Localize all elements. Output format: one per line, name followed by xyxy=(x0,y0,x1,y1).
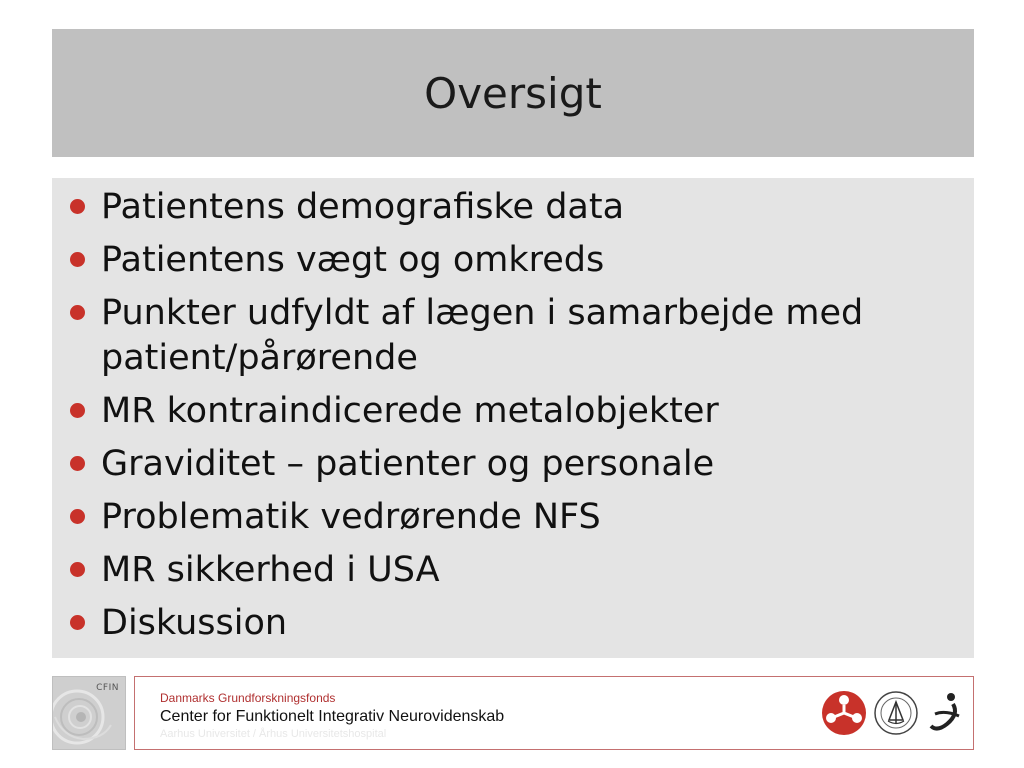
list-item xyxy=(68,442,958,487)
list-item xyxy=(68,389,958,434)
slide-title: Oversigt xyxy=(424,68,602,118)
list-item-text: Patientens vægt og omkreds xyxy=(101,240,605,280)
list-item xyxy=(68,185,958,230)
title-bar xyxy=(52,29,974,157)
list-item-text: Punkter udfyldt af lægen i samarbejde med patient/pårørende xyxy=(101,293,864,378)
list-item xyxy=(68,548,958,593)
cfin-logo-text: CFIN xyxy=(96,683,119,693)
bullet-dot-icon xyxy=(70,403,85,418)
list-item xyxy=(68,601,958,646)
partner-logos xyxy=(821,689,965,737)
list-item xyxy=(68,291,958,381)
university-seal-icon xyxy=(873,690,919,736)
list-item xyxy=(68,495,958,540)
footer-banner xyxy=(134,676,974,750)
bullet-dot-icon xyxy=(70,615,85,630)
bullet-dot-icon xyxy=(70,199,85,214)
bullet-dot-icon xyxy=(70,456,85,471)
list-item-text: Problematik vedrørende NFS xyxy=(101,497,601,537)
bullet-dot-icon xyxy=(70,562,85,577)
bullet-dot-icon xyxy=(70,252,85,267)
cfin-logo xyxy=(52,676,126,750)
list-item xyxy=(68,238,958,283)
list-item-text: Patientens demografiske data xyxy=(101,187,625,227)
content-area xyxy=(52,178,974,658)
bullet-dot-icon xyxy=(70,305,85,320)
list-item-text: Diskussion xyxy=(101,603,288,643)
list-item-text: MR sikkerhed i USA xyxy=(101,550,440,590)
foundation-logo-icon xyxy=(821,690,867,736)
hospital-logo-icon xyxy=(925,690,965,736)
list-item-text: Graviditet – patienter og personale xyxy=(101,444,715,484)
bullet-dot-icon xyxy=(70,509,85,524)
footer-university: Aarhus Universitet / Århus Universitetshospital xyxy=(160,728,387,740)
footer-foundation: Danmarks Grundforskningsfonds xyxy=(160,691,336,705)
footer-center-name: Center for Funktionelt Integrativ Neurovidenskab xyxy=(160,708,505,725)
list-item-text: MR kontraindicerede metalobjekter xyxy=(101,391,719,431)
bullet-list xyxy=(68,185,958,654)
